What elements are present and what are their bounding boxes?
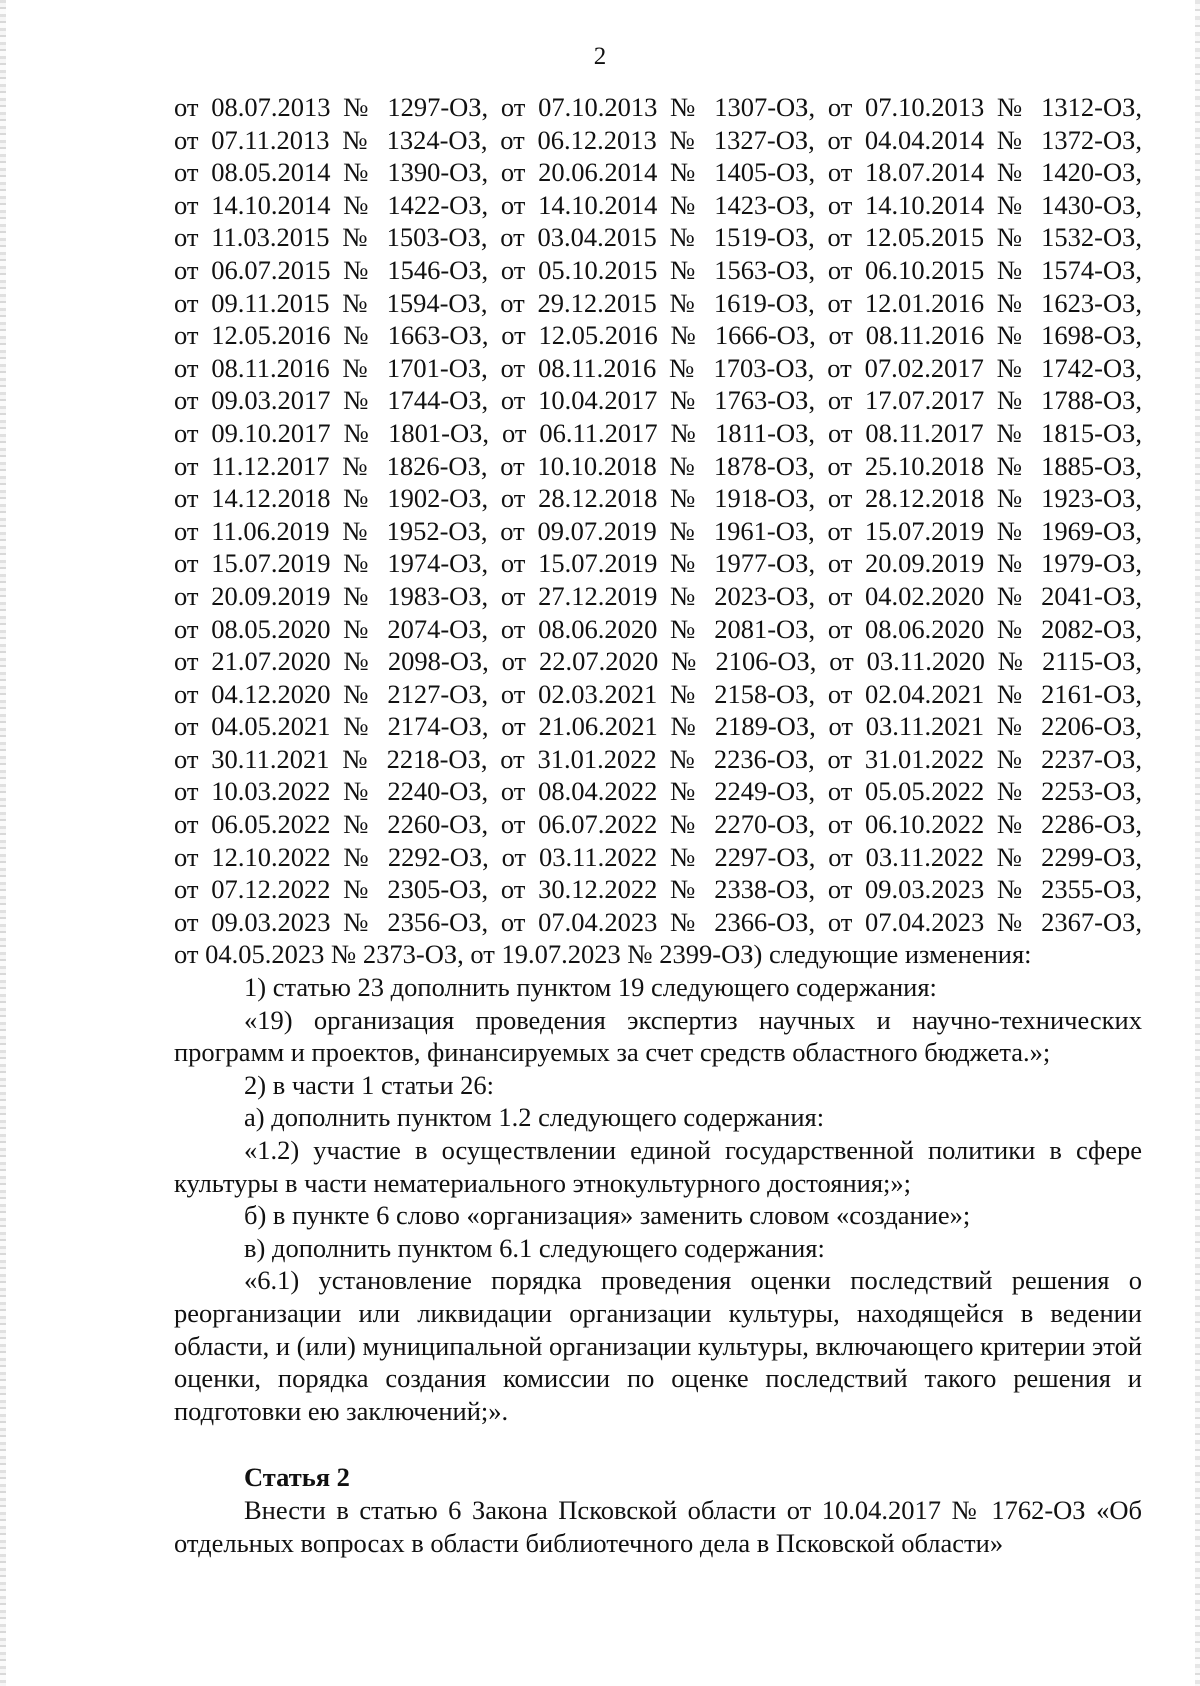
amendment-line: от 09.11.2015 № 1594-ОЗ, от 29.12.2015 № 1619-ОЗ, от 12.01.2016 № 1623-ОЗ, bbox=[174, 287, 1142, 318]
amendment-line: от 06.05.2022 № 2260-ОЗ, от 06.07.2022 № 2270-ОЗ, от 06.10.2022 № 2286-ОЗ, bbox=[174, 809, 1142, 840]
amendment-line: от 08.05.2020 № 2074-ОЗ, от 08.06.2020 № 2081-ОЗ, от 08.06.2020 № 2082-ОЗ, bbox=[174, 613, 1142, 644]
amendment-line: от 10.03.2022 № 2240-ОЗ, от 08.04.2022 № 2249-ОЗ, от 05.05.2022 № 2253-ОЗ, bbox=[174, 776, 1142, 807]
item-2a: а) дополнить пунктом 1.2 следующего содержания: bbox=[244, 1102, 825, 1133]
amendment-line: от 06.07.2015 № 1546-ОЗ, от 05.10.2015 № 1563-ОЗ, от 06.10.2015 № 1574-ОЗ, bbox=[174, 254, 1142, 285]
item-1: 1) статью 23 дополнить пунктом 19 следующего содержания: bbox=[244, 972, 937, 1003]
amendment-line: от 12.05.2016 № 1663-ОЗ, от 12.05.2016 № 1666-ОЗ, от 08.11.2016 № 1698-ОЗ, bbox=[174, 320, 1142, 351]
amendment-line: от 04.12.2020 № 2127-ОЗ, от 02.03.2021 № 2158-ОЗ, от 02.04.2021 № 2161-ОЗ, bbox=[174, 678, 1142, 709]
amendment-line: от 08.05.2014 № 1390-ОЗ, от 20.06.2014 № 1405-ОЗ, от 18.07.2014 № 1420-ОЗ, bbox=[174, 157, 1142, 188]
item-1-quote: «19) организация проведения экспертиз научных и научно-технических программ и проектов, финансируемых за счет средств областного бюджета.»; bbox=[174, 1004, 1142, 1068]
item-2a-quote: «1.2) участие в осуществлении единой государственной политики в сфере культуры в части нематериального этнокультурного достояния;»; bbox=[174, 1135, 1142, 1198]
amendment-line: от 09.03.2023 № 2356-ОЗ, от 07.04.2023 № 2366-ОЗ, от 07.04.2023 № 2367-ОЗ, bbox=[174, 906, 1142, 937]
page-number: 2 bbox=[593, 43, 607, 70]
document-body bbox=[174, 91, 1142, 1559]
amendment-line: от 20.09.2019 № 1983-ОЗ, от 27.12.2019 № 2023-ОЗ, от 04.02.2020 № 2041-ОЗ, bbox=[174, 580, 1142, 611]
section-gap bbox=[174, 1427, 1142, 1461]
amendment-line: от 09.10.2017 № 1801-ОЗ, от 06.11.2017 № 1811-ОЗ, от 08.11.2017 № 1815-ОЗ, bbox=[174, 417, 1142, 448]
amendment-line: от 15.07.2019 № 1974-ОЗ, от 15.07.2019 № 1977-ОЗ, от 20.09.2019 № 1979-ОЗ, bbox=[174, 548, 1142, 579]
amendment-line: от 07.11.2013 № 1324-ОЗ, от 06.12.2013 № 1327-ОЗ, от 04.04.2014 № 1372-ОЗ, bbox=[174, 124, 1142, 155]
item-2v: в) дополнить пунктом 6.1 следующего содержания: bbox=[244, 1232, 825, 1263]
article-2-text: Внести в статью 6 Закона Псковской области от 10.04.2017 № 1762-ОЗ «Об отдельных вопросах в области библиотечного дела в Псковской области» bbox=[174, 1494, 1142, 1558]
amendment-line: от 09.03.2017 № 1744-ОЗ, от 10.04.2017 № 1763-ОЗ, от 17.07.2017 № 1788-ОЗ, bbox=[174, 385, 1142, 416]
amendment-line: от 11.03.2015 № 1503-ОЗ, от 03.04.2015 № 1519-ОЗ, от 12.05.2015 № 1532-ОЗ, bbox=[174, 222, 1142, 253]
item-2: 2) в части 1 статьи 26: bbox=[244, 1069, 495, 1100]
amendment-line: от 30.11.2021 № 2218-ОЗ, от 31.01.2022 № 2236-ОЗ, от 31.01.2022 № 2237-ОЗ, bbox=[174, 743, 1142, 774]
amendment-line: от 08.07.2013 № 1297-ОЗ, от 07.10.2013 № 1307-ОЗ, от 07.10.2013 № 1312-ОЗ, bbox=[174, 92, 1142, 122]
amendment-line: от 04.05.2023 № 2373-ОЗ, от 19.07.2023 № 2399-ОЗ) следующие изменения: bbox=[174, 939, 1032, 970]
item-2v-quote: «6.1) установление порядка проведения оценки последствий решения о реорганизации или ликвидации организации культуры, находящейся в ведении области, и (или) муниципальной организации культуры, включающего критерии этой оценки, порядка создания комиссии по оценке последствий такого решения и подготовки ею заключений;». bbox=[174, 1265, 1143, 1426]
item-2b: б) в пункте 6 слово «организация» заменить словом «создание»; bbox=[244, 1200, 971, 1231]
amendment-line: от 14.12.2018 № 1902-ОЗ, от 28.12.2018 № 1918-ОЗ, от 28.12.2018 № 1923-ОЗ, bbox=[174, 483, 1142, 514]
scan-edge-right bbox=[1195, 0, 1200, 1686]
scan-edge-left bbox=[0, 0, 6, 1686]
amendment-list bbox=[174, 91, 1142, 971]
amendment-line: от 11.12.2017 № 1826-ОЗ, от 10.10.2018 № 1878-ОЗ, от 25.10.2018 № 1885-ОЗ, bbox=[174, 450, 1142, 481]
amendment-line: от 21.07.2020 № 2098-ОЗ, от 22.07.2020 № 2106-ОЗ, от 03.11.2020 № 2115-ОЗ, bbox=[174, 646, 1142, 677]
amendment-line: от 14.10.2014 № 1422-ОЗ, от 14.10.2014 № 1423-ОЗ, от 14.10.2014 № 1430-ОЗ, bbox=[174, 189, 1142, 220]
article-2-heading: Статья 2 bbox=[244, 1462, 350, 1493]
amendment-line: от 12.10.2022 № 2292-ОЗ, от 03.11.2022 № 2297-ОЗ, от 03.11.2022 № 2299-ОЗ, bbox=[174, 841, 1142, 872]
amendment-line: от 08.11.2016 № 1701-ОЗ, от 08.11.2016 № 1703-ОЗ, от 07.02.2017 № 1742-ОЗ, bbox=[174, 352, 1142, 383]
amendment-line: от 04.05.2021 № 2174-ОЗ, от 21.06.2021 № 2189-ОЗ, от 03.11.2021 № 2206-ОЗ, bbox=[174, 711, 1142, 742]
amendment-line: от 11.06.2019 № 1952-ОЗ, от 09.07.2019 № 1961-ОЗ, от 15.07.2019 № 1969-ОЗ, bbox=[174, 515, 1142, 546]
amendment-line: от 07.12.2022 № 2305-ОЗ, от 30.12.2022 № 2338-ОЗ, от 09.03.2023 № 2355-ОЗ, bbox=[174, 874, 1142, 905]
